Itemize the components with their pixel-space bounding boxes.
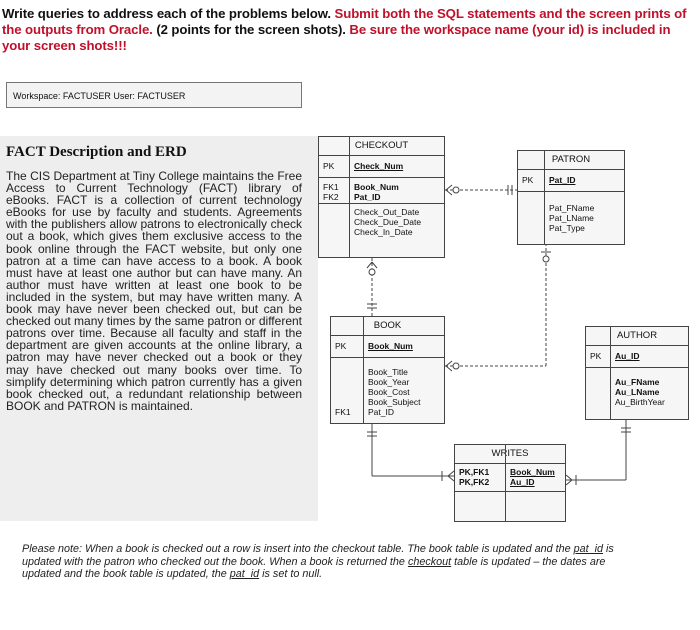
writes-key-field: Au_ID: [510, 477, 535, 487]
author-entity: [585, 326, 689, 420]
checkout-attr: Check_In_Date: [354, 227, 413, 237]
note-prefix: Please note:: [22, 543, 83, 555]
writes-key-label: PK,FK1: [459, 467, 490, 477]
note-text: table is updated – the dates are updated and the book table is updated, the: [22, 555, 606, 581]
checkout-pk-label: PK: [323, 161, 335, 171]
author-title: AUTHOR: [616, 330, 658, 341]
checkout-attr: Check_Due_Date: [354, 217, 422, 227]
checkout-entity: [318, 136, 445, 258]
checkout-fk1-field: Book_Num: [354, 182, 399, 192]
patron-attr: Pat_Type: [549, 223, 585, 233]
checkout-fk1-label: FK1: [323, 182, 339, 192]
instructions-part3: (2 points for the screen shots).: [156, 22, 346, 37]
patron-pk-field: Pat_ID: [549, 175, 576, 185]
checkout-fk2-field: Pat_ID: [354, 192, 381, 202]
author-attr: Au_LName: [615, 387, 660, 397]
author-pk-label: PK: [590, 351, 602, 361]
instructions-part4: Be sure the workspace name (your id) is included in your screen shots!!!: [2, 22, 671, 53]
note-text: When a book is checked out a row is insert into the checkout table. The book table is updated and the: [82, 543, 574, 555]
book-attr: Book_Year: [368, 377, 410, 387]
writes-title: WRITES: [491, 448, 529, 459]
book-attr: Book_Title: [368, 367, 408, 377]
instructions-part2: Submit both the SQL statements and the screen prints of the outputs from Oracle.: [2, 6, 687, 37]
author-attr: Au_BirthYear: [615, 397, 665, 407]
patron-pk-label: PK: [522, 175, 534, 185]
checkout-pk-field: Check_Num: [354, 161, 404, 171]
note-link-checkout: checkout: [407, 555, 452, 568]
checkout-title: CHECKOUT: [354, 140, 409, 151]
checkout-attr: Check_Out_Date: [354, 207, 420, 217]
patron-entity: [517, 150, 625, 245]
author-pk-field: Au_ID: [615, 351, 640, 361]
book-pk-field: Book_Num: [368, 341, 413, 351]
writes-key-field: Book_Num: [510, 467, 555, 477]
fact-title: FACT Description and ERD: [6, 144, 187, 160]
patron-attr: Pat_FName: [549, 203, 595, 213]
author-attr: Au_FName: [615, 377, 660, 387]
patron-title: PATRON: [551, 154, 591, 165]
fact-description-text: The CIS Department at Tiny College maintains the Free Access to Current Technology (FACT) library of eBooks. FACT is a collection of current technology eBooks for use by faculty and students. Agreements with the publishers allow patrons to electronically check out a book, which gives them exclusive access to the book online through the FACT website, but only one patron at a time can have access to a book. A book must have at least one author but can have many. An author must have written at least one book to be included in the system, but may have written many. A book may have never been checked out, but can be checked out many times by the same patron or different patrons over time. Because all faculty and staff in the department are given accounts at the online library, a patron may have never checked out a book or they may have checked out many books over time. To simplify determining which patron currently has a given book checked out, a redundant relationship between BOOK and PATRON is maintained.: [6, 169, 302, 413]
checkout-note: [22, 543, 618, 581]
writes-entity: [454, 444, 566, 522]
note-text: is updated with the patron who checked out the book. When a book is returned the: [22, 543, 614, 568]
book-attr: Pat_ID: [368, 407, 394, 417]
patron-attr: Pat_LName: [549, 213, 594, 223]
book-pk-label: PK: [335, 341, 347, 351]
book-title: BOOK: [373, 320, 402, 331]
note-text: is set to null.: [259, 568, 323, 581]
writes-key-label: PK,FK2: [459, 477, 490, 487]
workspace-label: Workspace: FACTUSER User: FACTUSER: [13, 91, 186, 101]
checkout-fk2-label: FK2: [323, 192, 339, 202]
book-attr: Book_Cost: [368, 387, 410, 397]
book-attr: Book_Subject: [368, 397, 421, 407]
note-link-pat-id: pat_id: [573, 543, 604, 555]
book-fk-label: FK1: [335, 407, 351, 417]
instructions-part1: Write queries to address each of the problems below.: [2, 6, 331, 21]
note-link-pat-id: pat_id: [229, 568, 260, 581]
checkout-patron-crowfoot: [446, 185, 452, 190]
book-entity: [330, 316, 445, 424]
